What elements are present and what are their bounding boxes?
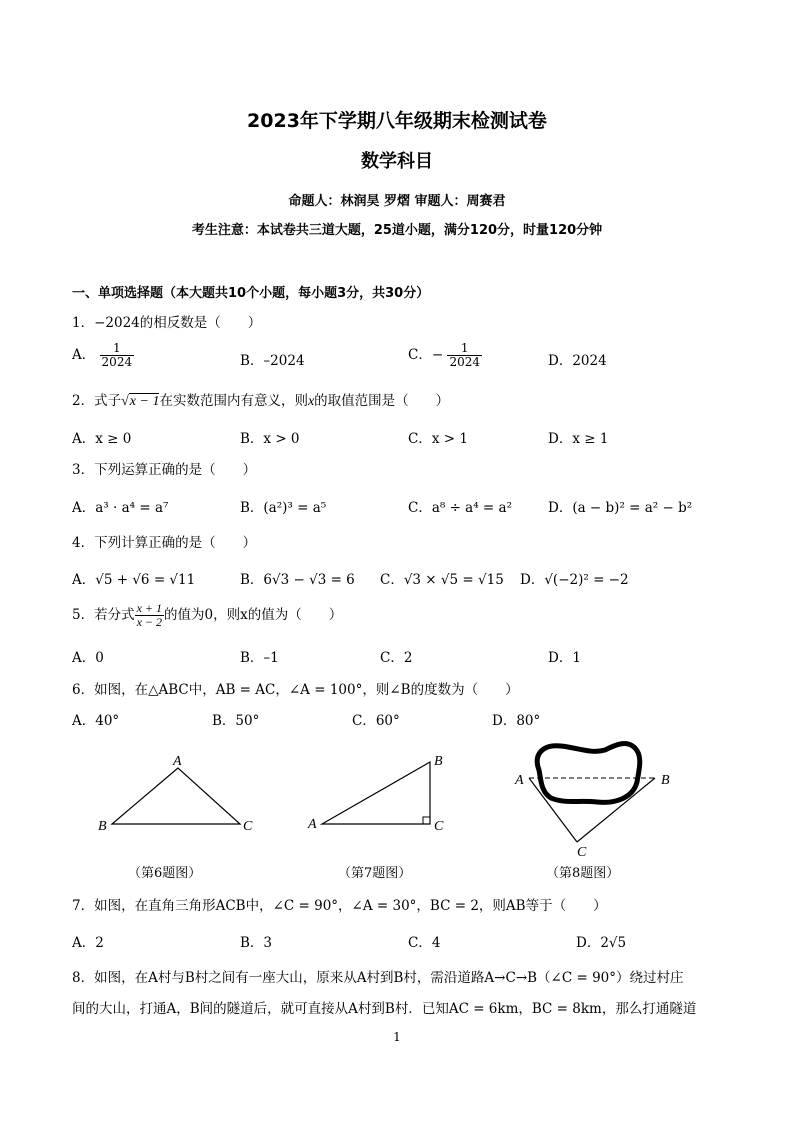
mountain-outline <box>537 744 640 803</box>
question-2-option-d: D．x ≥ 1 <box>548 431 609 447</box>
exam-title: 2023年下学期八年级期末检测试卷 <box>247 110 547 132</box>
question-4-option-c: C．√3 × √5 = √15 <box>380 572 504 588</box>
question-2-option-c: C．x > 1 <box>408 431 468 447</box>
vertex-label-c: C <box>577 845 587 857</box>
question-3-option-c: C．a⁸ ÷ a⁴ = a² <box>408 500 512 516</box>
subject-title: 数学科目 <box>361 151 433 172</box>
question-4-option-a: A．√5 + √6 = √11 <box>72 572 196 588</box>
vertex-label-c: C <box>434 819 444 834</box>
question-6-option-c: C．60° <box>352 713 400 729</box>
vertex-label-a: A <box>308 817 317 832</box>
fraction: $\frac{1}{2024}$ <box>449 341 480 370</box>
question-5-option-b: B．–1 <box>240 650 279 666</box>
question-3-option-d: D．(a − b)² = a² − b² <box>548 500 693 516</box>
question-2-option-b: B．x > 0 <box>240 431 300 447</box>
vertex-label-b: B <box>98 819 107 834</box>
figure-8-caption: （第8题图） <box>546 866 620 881</box>
vertex-label-a: A <box>515 773 524 788</box>
question-7-option-a: A．2 <box>72 935 104 951</box>
question-1-stem: 1．−2024的相反数是（ ） <box>72 315 262 331</box>
fraction: $\frac{x + 1}{x - 2}$ <box>136 601 163 630</box>
question-5-option-a: A．0 <box>72 650 104 666</box>
question-4-option-b: B．6√3 − √3 = 6 <box>240 572 355 588</box>
question-2-stem: 2．式子√x − 1在实数范围内有意义，则x的取值范围是（ ） <box>72 393 450 409</box>
question-7-option-b: B．3 <box>240 935 273 951</box>
question-1-option-c <box>408 342 482 369</box>
vertex-label-b: B <box>434 754 443 769</box>
question-1-option-a <box>72 342 134 369</box>
question-8-line-1: 8．如图，在A村与B村之间有一座大山，原来从A村到B村，需沿道路A→C→B（∠C = 90°）绕过村庄 <box>72 970 684 986</box>
vertex-label-c: C <box>243 819 253 834</box>
question-4-option-d: D．√(−2)² = −2 <box>520 572 629 588</box>
page-number: 1 <box>393 1030 401 1044</box>
question-2-option-a: A．x ≥ 0 <box>72 431 132 447</box>
question-3-option-b: B．(a²)³ = a⁵ <box>240 500 327 516</box>
question-4-stem: 4．下列计算正确的是（ ） <box>72 535 257 551</box>
figure-6-caption: （第6题图） <box>128 866 202 881</box>
fraction: $\frac{1}{2024}$ <box>101 341 133 370</box>
question-3-stem: 3．下列运算正确的是（ ） <box>72 462 257 478</box>
question-1-option-d: D．2024 <box>548 353 607 369</box>
question-1-option-b: B．–2024 <box>240 353 305 369</box>
question-5-option-c: C．2 <box>380 650 413 666</box>
question-6-option-d: D．80° <box>492 713 541 729</box>
option-label: C．− <box>408 347 444 364</box>
figure-8-mountain-tunnel <box>505 732 685 857</box>
section-title: 一、单项选择题（本大题共10个小题，每小题3分，共30分） <box>72 286 430 301</box>
option-label: A． <box>72 347 96 364</box>
question-7-option-d: D．2√5 <box>576 935 627 951</box>
question-7-stem: 7．如图，在直角三角形ACB中，∠C = 90°，∠A = 30°，BC = 2，则AB等于（ ） <box>72 898 607 914</box>
figure-7-right-triangle <box>300 748 460 840</box>
question-6-option-b: B．50° <box>212 713 260 729</box>
question-5-stem: 5．若分式 $\frac{x + 1}{x - 2}$ 的值为0，则x的值为（ ） <box>72 601 343 630</box>
vertex-label-b: B <box>661 773 670 788</box>
exam-notice: 考生注意：本试卷共三道大题，25道小题，满分120分，时量120分钟 <box>191 223 603 238</box>
question-8-line-2: 间的大山，打通A，B间的隧道后，就可直接从A村到B村．已知AC = 6km，BC = 8km，那么打通隧道 <box>72 1001 697 1017</box>
question-7-option-c: C．4 <box>408 935 441 951</box>
figure-6-triangle <box>90 748 260 840</box>
question-6-option-a: A．40° <box>72 713 120 729</box>
figure-7-caption: （第7题图） <box>338 866 412 881</box>
authors-line: 命题人：林润昊 罗熠 审题人：周赛君 <box>288 194 506 209</box>
question-3-option-a: A．a³ · a⁴ = a⁷ <box>72 500 169 516</box>
question-5-option-d: D．1 <box>548 650 581 666</box>
question-6-stem: 6．如图，在△ABC中，AB = AC，∠A = 100°，则∠B的度数为（ ） <box>72 682 519 698</box>
vertex-label-a: A <box>173 754 182 769</box>
